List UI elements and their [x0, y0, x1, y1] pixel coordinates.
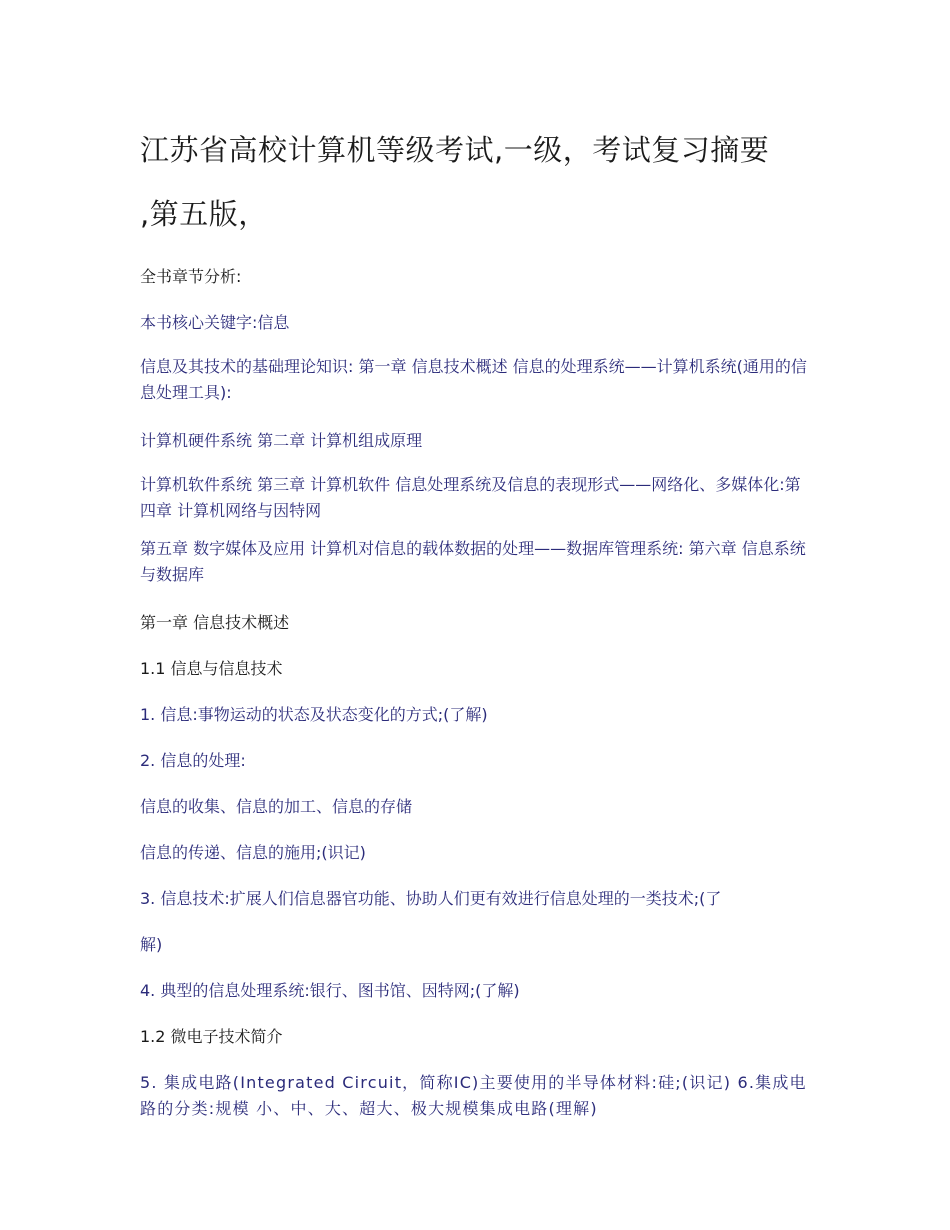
paragraph-chapter-analysis: 全书章节分析:	[140, 267, 242, 286]
item-3-technology: 3. 信息技术:扩展人们信息器官功能、协助人们更有效进行信息处理的一类技术;(了	[140, 889, 722, 908]
section-heading-1-2: 1.2 微电子技术简介	[140, 1027, 283, 1046]
item-3-continuation: 解)	[140, 935, 163, 954]
paragraph-core-keyword: 本书核心关键字:信息	[140, 313, 290, 332]
item-4-systems: 4. 典型的信息处理系统:银行、图书馆、因特网;(了解)	[140, 981, 520, 1000]
item-5-integrated-circuit: 5. 集成电路(Integrated Circuit，简称IC)主要使用的半导体材料:硅;(识记) 6.集成电路的分类:规模 小、中、大、超大、极大规模集成电路(理解)	[140, 1073, 807, 1118]
item-2-detail-a: 信息的收集、信息的加工、信息的存储	[140, 797, 413, 816]
document-page	[140, 118, 812, 1134]
document-title	[140, 118, 812, 246]
title-line-1: 江苏省高校计算机等级考试,一级，考试复习摘要	[140, 133, 770, 167]
paragraph-media-database: 第五章 数字媒体及应用 计算机对信息的载体数据的处理——数据库管理系统: 第六章 信息系统与数据库	[140, 539, 806, 584]
chapter-heading: 第一章 信息技术概述	[140, 613, 290, 632]
item-2-processing: 2. 信息的处理:	[140, 751, 246, 770]
paragraph-theory-overview: 信息及其技术的基础理论知识: 第一章 信息技术概述 信息的处理系统——计算机系统(通用的信息处理工具):	[140, 357, 807, 402]
section-heading-1-1: 1.1 信息与信息技术	[140, 659, 283, 678]
paragraph-hardware: 计算机硬件系统 第二章 计算机组成原理	[140, 431, 423, 450]
paragraph-software: 计算机软件系统 第三章 计算机软件 信息处理系统及信息的表现形式——网络化、多媒体化:第四章 计算机网络与因特网	[140, 475, 801, 520]
item-1-information: 1. 信息:事物运动的状态及状态变化的方式;(了解)	[140, 705, 488, 724]
title-line-2: ,第五版，	[140, 197, 268, 231]
item-2-detail-b: 信息的传递、信息的施用;(识记)	[140, 843, 366, 862]
